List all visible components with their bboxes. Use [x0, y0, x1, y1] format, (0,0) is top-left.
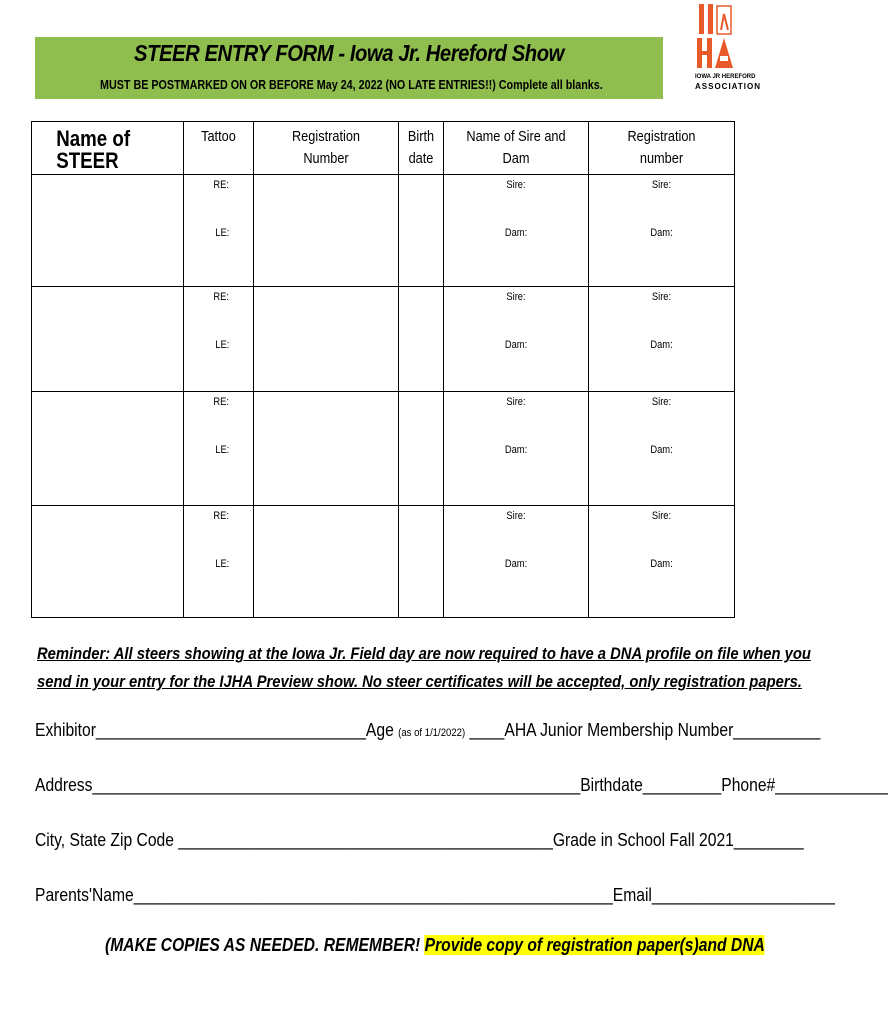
dam-label: Dam:	[504, 339, 528, 351]
steer-name-cell[interactable]	[32, 506, 184, 618]
sire-dam-cell[interactable]	[444, 506, 589, 618]
tattoo-le-label: LE:	[215, 558, 230, 570]
membership-label: AHA Junior Membership Number	[504, 720, 734, 740]
registration-number-cell[interactable]	[254, 392, 399, 506]
tattoo-le-label: LE:	[215, 227, 230, 239]
steer-name-cell[interactable]	[32, 287, 184, 392]
steer-entry-table	[31, 121, 735, 618]
col-header-birth-date: Birth date	[399, 122, 444, 175]
entry-row	[32, 506, 735, 618]
steer-name-cell[interactable]	[32, 392, 184, 506]
col-header-steer-name: Name of STEER	[32, 122, 184, 175]
tattoo-re-label: RE:	[213, 291, 229, 303]
sire-label: Sire:	[506, 291, 526, 303]
tattoo-cell[interactable]	[184, 175, 254, 287]
form-subtitle: MUST BE POSTMARKED ON OR BEFORE May 24, 2022 (NO LATE ENTRIES!!) Complete all blanks.	[100, 78, 603, 92]
reminder-line-1: Reminder: All steers showing at the Iowa Jr. Field day are now required to have a DNA profile on file when you	[37, 644, 811, 663]
registration-number-cell[interactable]	[254, 506, 399, 618]
logo-text-line2: ASSOCIATION	[695, 82, 761, 91]
birth-date-cell[interactable]	[399, 175, 444, 287]
tattoo-cell[interactable]	[184, 392, 254, 506]
sire-registration-label: Sire:	[651, 396, 672, 408]
tattoo-re-label: RE:	[213, 510, 229, 522]
entry-row	[32, 287, 735, 392]
registration-number-cell[interactable]	[254, 287, 399, 392]
birth-date-cell[interactable]	[399, 506, 444, 618]
sire-dam-registration-cell[interactable]	[589, 287, 735, 392]
sire-label: Sire:	[506, 179, 526, 191]
entry-row	[32, 175, 735, 287]
address-row: Address________________________________________________________Birthdate_________Phone#_____________	[35, 775, 888, 795]
sire-label: Sire:	[506, 396, 526, 408]
ijha-logo	[695, 4, 761, 96]
steer-name-cell[interactable]	[32, 175, 184, 287]
footer-note	[105, 935, 765, 956]
col-header-sire-dam-registration: Registration number	[589, 122, 735, 175]
tattoo-cell[interactable]	[184, 506, 254, 618]
age-note: (as of 1/1/2022)	[398, 727, 466, 739]
sire-dam-cell[interactable]	[444, 392, 589, 506]
dam-registration-label: Dam:	[650, 558, 673, 570]
city-row: City, State Zip Code ___________________________________________Grade in School Fall 2021________	[35, 830, 804, 850]
logo-text-line1: IOWA JR HEREFORD	[695, 74, 756, 80]
phone-label: Phone#	[721, 775, 776, 795]
exhibitor-label: Exhibitor	[35, 720, 96, 740]
birth-date-cell[interactable]	[399, 392, 444, 506]
footer-part-1: (MAKE COPIES AS NEEDED. REMEMBER!	[105, 935, 421, 955]
dna-reminder	[37, 640, 811, 696]
dam-registration-label: Dam:	[650, 444, 673, 456]
address-label: Address	[35, 775, 93, 795]
sire-registration-label: Sire:	[651, 510, 672, 522]
sire-registration-label: Sire:	[651, 291, 672, 303]
sire-label: Sire:	[506, 510, 526, 522]
dam-label: Dam:	[504, 227, 528, 239]
dam-label: Dam:	[504, 444, 528, 456]
tattoo-cell[interactable]	[184, 287, 254, 392]
registration-number-cell[interactable]	[254, 175, 399, 287]
tattoo-re-label: RE:	[213, 396, 229, 408]
parents-label: Parents'Name	[35, 885, 134, 905]
col-header-registration-number: Registration Number	[254, 122, 399, 175]
dam-registration-label: Dam:	[650, 227, 673, 239]
birth-date-cell[interactable]	[399, 287, 444, 392]
age-label: Age	[365, 720, 394, 740]
dam-label: Dam:	[504, 558, 528, 570]
sire-registration-label: Sire:	[651, 179, 672, 191]
sire-dam-registration-cell[interactable]	[589, 392, 735, 506]
sire-dam-registration-cell[interactable]	[589, 175, 735, 287]
col-header-tattoo: Tattoo	[184, 122, 254, 175]
tattoo-re-label: RE:	[213, 179, 229, 191]
exhibitor-row: Exhibitor_______________________________Age (as of 1/1/2022) ____AHA Junior Membership Number__________	[35, 720, 821, 740]
reminder-line-2: send in your entry for the IJHA Preview show. No steer certificates will be accepted, only registration papers.	[37, 672, 802, 691]
sire-dam-cell[interactable]	[444, 287, 589, 392]
entry-row	[32, 392, 735, 506]
sire-dam-cell[interactable]	[444, 175, 589, 287]
form-title: STEER ENTRY FORM - Iowa Jr. Hereford Show	[134, 40, 564, 66]
tattoo-le-label: LE:	[215, 339, 230, 351]
grade-label: Grade in School Fall 2021	[552, 830, 734, 850]
col-header-sire-dam: Name of Sire and Dam	[444, 122, 589, 175]
tattoo-le-label: LE:	[215, 444, 230, 456]
parents-row: Parents'Name_______________________________________________________Email_____________________	[35, 885, 835, 905]
sire-dam-registration-cell[interactable]	[589, 506, 735, 618]
footer-part-2-highlight: Provide copy of registration paper(s)and DNA	[424, 935, 765, 955]
email-label: Email	[612, 885, 652, 905]
city-label: City, State Zip Code	[35, 830, 174, 850]
ijha-logo-mark	[695, 4, 741, 74]
dam-registration-label: Dam:	[650, 339, 673, 351]
birthdate-label: Birthdate	[580, 775, 643, 795]
